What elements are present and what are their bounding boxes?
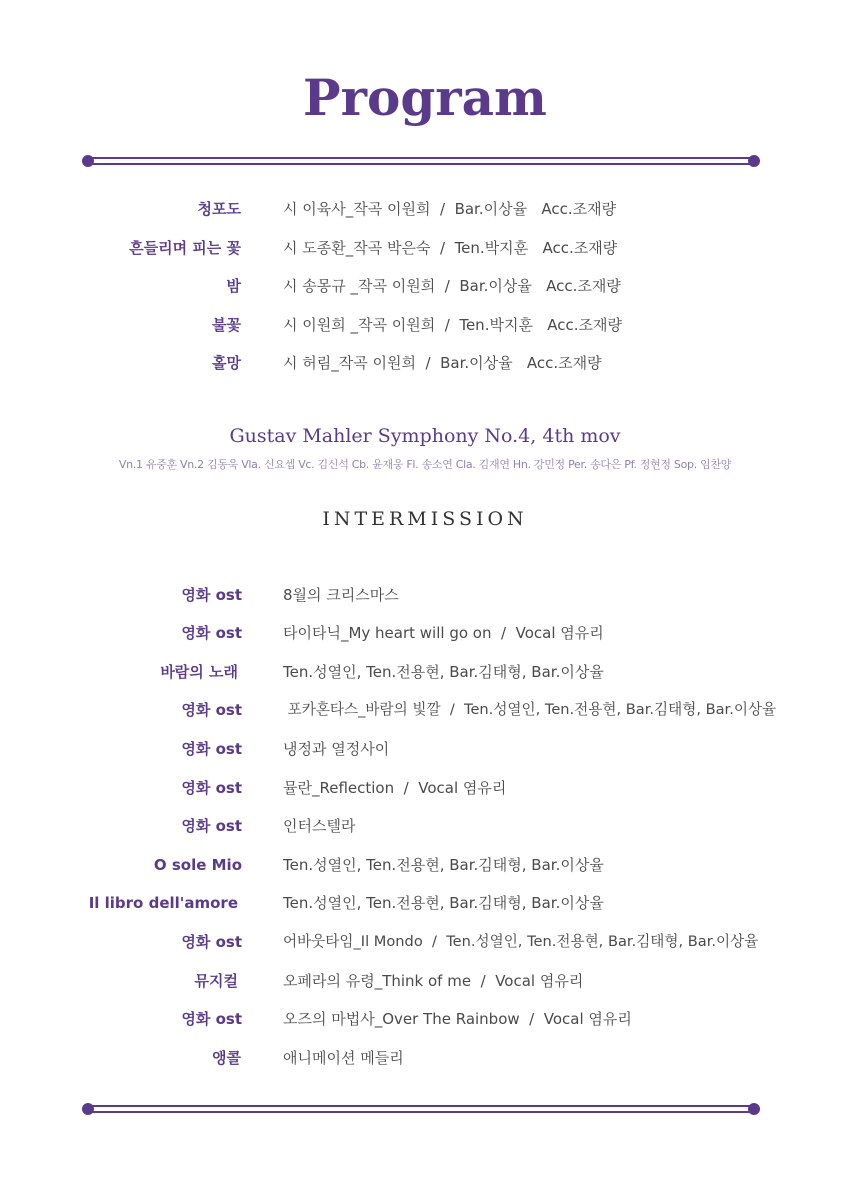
piece-details: 시 허림_작곡 이원희 / Bar.이상율 Acc.조재량	[283, 354, 602, 372]
program-item	[0, 814, 850, 838]
program-item	[0, 313, 850, 337]
piece-title: 홀망	[212, 354, 241, 372]
piece-details: 8월의 크리스마스	[283, 586, 399, 604]
program-item	[0, 969, 850, 993]
intermission-heading: INTERMISSION	[322, 508, 528, 530]
piece-title: 바람의 노래	[160, 663, 238, 681]
piece-title: 불꽃	[212, 316, 241, 334]
program-item	[0, 274, 850, 298]
program-item	[0, 698, 850, 722]
piece-details: 인터스텔라	[283, 817, 356, 835]
piece-title: 영화 ost	[181, 701, 242, 719]
program-item	[0, 1007, 850, 1031]
piece-details: Ten.성열인, Ten.전용현, Bar.김태형, Bar.이상율	[283, 663, 604, 681]
piece-title: 영화 ost	[181, 624, 242, 642]
piece-details: 시 이육사_작곡 이원희 / Bar.이상율 Acc.조재량	[283, 200, 617, 218]
piece-details: 시 이원희 _작곡 이원희 / Ten.박지훈 Acc.조재량	[283, 316, 622, 334]
piece-details: 냉정과 열정사이	[283, 740, 390, 758]
page-title: Program	[303, 68, 547, 127]
piece-details: 어바웃타임_Il Mondo / Ten.성열인, Ten.전용현, Bar.김태형, Bar.이상율	[283, 933, 759, 950]
piece-title: 영화 ost	[181, 1010, 242, 1028]
piece-title: 영화 ost	[181, 817, 242, 835]
piece-title: 청포도	[197, 200, 241, 218]
piece-title: 영화 ost	[181, 779, 242, 797]
piece-title: 뮤지컬	[194, 972, 238, 990]
piece-title: O sole Mio	[153, 856, 242, 874]
piece-details: 뮬란_Reflection / Vocal 염유리	[283, 779, 507, 797]
program-item	[0, 660, 850, 684]
piece-title: Il libro dell'amore	[88, 894, 238, 912]
program-item	[0, 351, 850, 375]
piece-details: Ten.성열인, Ten.전용현, Bar.김태형, Bar.이상율	[283, 894, 604, 912]
piece-title: 영화 ost	[181, 933, 242, 951]
program-item	[0, 236, 850, 260]
orchestra-players: Vn.1 유중훈 Vn.2 김동욱 Vla. 신요셉 Vc. 김신석 Cb. 윤재웅 Fl. 송소연 Cla. 김재연 Hn. 강민정 Per. 송다은 Pf. 정현정 Sop. 임찬양	[118, 458, 732, 471]
program-item	[0, 853, 850, 877]
program-item	[0, 1046, 850, 1070]
program-item	[0, 930, 850, 954]
piece-details: 오페라의 유령_Think of me / Vocal 염유리	[283, 972, 584, 990]
piece-title: 영화 ost	[181, 740, 242, 758]
program-item	[0, 197, 850, 221]
piece-title: 앵콜	[212, 1049, 241, 1067]
program-item	[0, 891, 850, 915]
program-item	[0, 776, 850, 800]
piece-details: 오즈의 마법사_Over The Rainbow / Vocal 염유리	[283, 1010, 632, 1028]
program-item	[0, 621, 850, 645]
mahler-title: Gustav Mahler Symphony No.4, 4th mov	[229, 425, 621, 447]
piece-details: 타이타닉_My heart will go on / Vocal 염유리	[283, 624, 604, 642]
piece-title: 밤	[226, 277, 241, 295]
piece-title: 흔들리며 피는 꽃	[129, 239, 241, 257]
top-divider	[82, 154, 760, 168]
piece-details: 애니메이션 메들리	[283, 1049, 404, 1067]
program-item	[0, 737, 850, 761]
piece-details: Ten.성열인, Ten.전용현, Bar.김태형, Bar.이상율	[283, 856, 604, 874]
program-item	[0, 583, 850, 607]
piece-details: 시 도종환_작곡 박은숙 / Ten.박지훈 Acc.조재량	[283, 239, 618, 257]
bottom-divider	[82, 1102, 760, 1116]
piece-details: 시 송몽규 _작곡 이원희 / Bar.이상율 Acc.조재량	[283, 277, 621, 295]
piece-details: 포카혼타스_바람의 빛깔 / Ten.성열인, Ten.전용현, Bar.김태형, Bar.이상율	[283, 701, 777, 718]
piece-title: 영화 ost	[181, 586, 242, 604]
